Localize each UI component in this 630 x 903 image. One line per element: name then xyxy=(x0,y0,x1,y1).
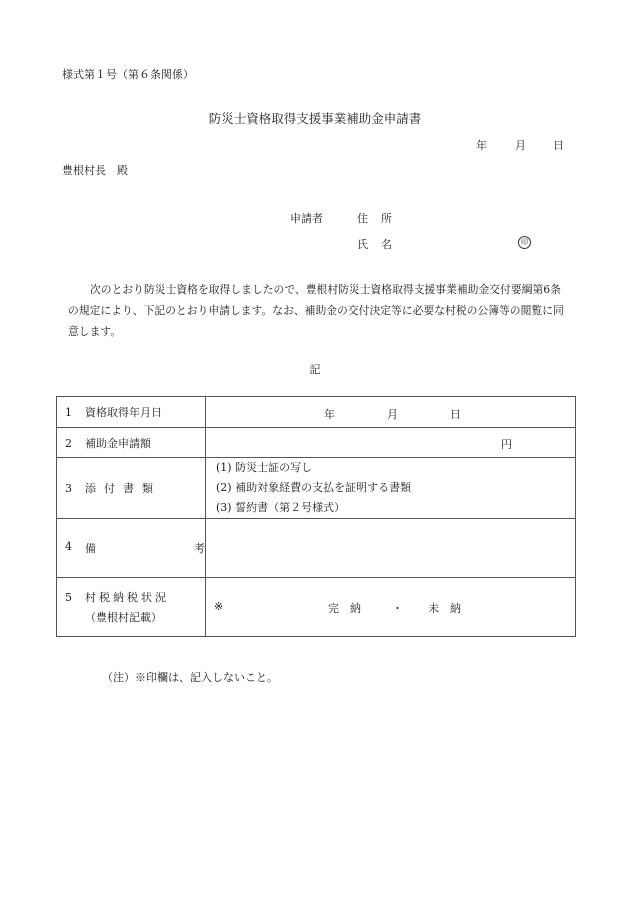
page-title: 防災士資格取得支援事業補助金申請書 xyxy=(208,111,422,126)
address-label: 住所 xyxy=(357,212,405,225)
amount-field[interactable] xyxy=(206,428,576,458)
row-label-cell xyxy=(57,458,206,519)
date-day: 日 xyxy=(553,139,564,152)
table-row xyxy=(57,458,576,519)
list-item: (3) 誓約書（第２号様式） xyxy=(216,501,346,514)
row-label-cell xyxy=(57,428,206,458)
unpaid-option[interactable]: 未 納 xyxy=(428,602,461,615)
row-number: 1 xyxy=(65,406,72,419)
date-year: 年 xyxy=(476,139,487,152)
seal-icon: 印 xyxy=(518,236,531,249)
remarks-field[interactable] xyxy=(206,519,576,578)
row-label-cell xyxy=(57,578,206,637)
row-label-part: 備 xyxy=(85,542,96,555)
name-label: 氏名 xyxy=(357,238,405,251)
row-number: 3 xyxy=(65,482,72,495)
row-number: 2 xyxy=(65,436,72,450)
acq-day-label: 日 xyxy=(450,408,461,421)
addressee: 豊根村長 殿 xyxy=(62,164,128,177)
office-use-mark: ※ xyxy=(214,600,224,613)
row-sublabel: （豊根村記載） xyxy=(85,611,162,624)
row-number: 4 xyxy=(65,540,72,553)
row-label: 資格取得年月日 xyxy=(85,406,162,419)
list-item: (2) 補助対象経費の支払を証明する書類 xyxy=(216,481,412,494)
row-label: 村税納税状況 xyxy=(85,591,169,604)
yen-unit: 円 xyxy=(501,438,512,451)
table-row xyxy=(57,397,576,428)
table-row xyxy=(57,428,576,458)
applicant-label: 申請者 xyxy=(290,212,323,225)
row-label-cell xyxy=(57,397,206,428)
row-label-part: 考 xyxy=(194,542,205,555)
date-month: 月 xyxy=(515,139,526,152)
table-row xyxy=(57,519,576,578)
acq-month-label: 月 xyxy=(387,408,398,421)
separator-dot: ・ xyxy=(392,602,403,615)
acq-year-label: 年 xyxy=(324,408,335,421)
application-table xyxy=(56,396,576,637)
table-row xyxy=(57,578,576,637)
paid-option[interactable]: 完 納 xyxy=(328,602,361,615)
attachments-cell xyxy=(206,458,576,519)
ki-heading: 記 xyxy=(309,363,321,376)
application-statement: 次のとおり防災士資格を取得しましたので、豊根村防災士資格取得支援事業補助金交付要綱第6条の規定により、下記のとおり申請します。なお、補助金の交付決定等に必要な村税の公簿等の閲覧に同意します。 xyxy=(68,283,564,338)
row-label-cell xyxy=(57,519,206,578)
row-number: 5 xyxy=(65,591,72,604)
row-label: 添付書類 xyxy=(85,482,161,495)
acquisition-date-field[interactable] xyxy=(206,397,576,428)
list-item: (1) 防災士証の写し xyxy=(216,461,313,474)
tax-status-cell xyxy=(206,578,576,637)
form-number-label: 様式第１号（第６条関係） xyxy=(62,68,194,81)
row-label: 補助金申請額 xyxy=(85,436,151,450)
footnote: （注）※印欄は、記入しないこと。 xyxy=(102,671,278,684)
